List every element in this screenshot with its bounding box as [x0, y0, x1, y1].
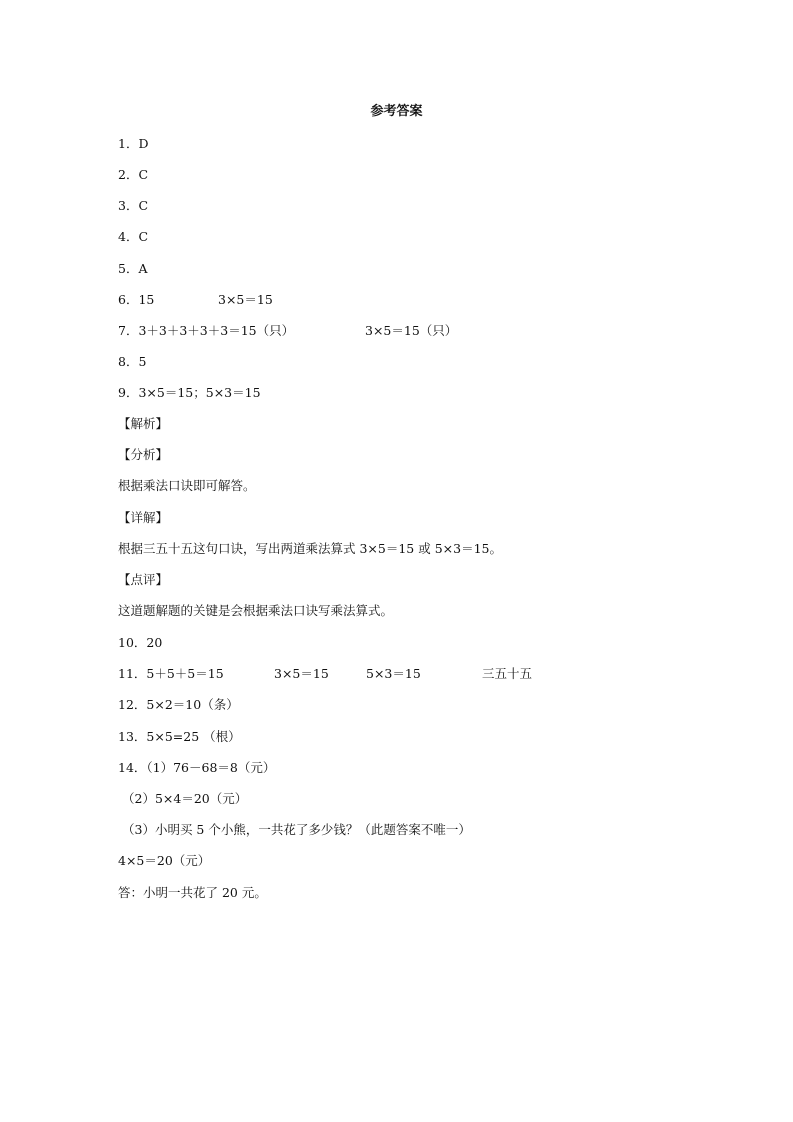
answer-6-value: 6．15 [118, 292, 155, 307]
answer-14-part-3: （3）小明买 5 个小熊，一共花了多少钱？（此题答案不唯一） [122, 822, 471, 837]
answer-2: 2．C [118, 167, 149, 182]
answer-8: 8．5 [118, 354, 147, 369]
answer-10: 10．20 [118, 635, 163, 650]
answer-11-equation-1: 3×5＝15 [274, 666, 329, 681]
answer-13: 13．5×5=25 （根） [118, 729, 241, 744]
answer-6-equation: 3×5＝15 [218, 292, 273, 307]
answer-5: 5．A [118, 261, 148, 276]
answer-14-equation: 4×5＝20（元） [118, 853, 211, 868]
answer-14-conclusion: 答：小明一共花了 20 元。 [118, 885, 267, 900]
section-dianping: 【点评】 [118, 572, 169, 587]
page-title: 参考答案 [370, 104, 423, 119]
answer-11-addition: 11．5＋5＋5＝15 [118, 666, 224, 681]
answer-7-multiplication: 3×5＝15（只） [365, 323, 458, 338]
dianping-text: 这道题解题的关键是会根据乘法口诀写乘法算式。 [118, 603, 394, 618]
answer-11-rhyme: 三五十五 [482, 666, 533, 681]
section-jiexi: 【解析】 [118, 416, 169, 431]
answer-14-part-1: 14．（1）76－68＝8（元） [118, 760, 276, 775]
answer-9: 9．3×5＝15；5×3＝15 [118, 385, 261, 400]
xiangjie-text: 根据三五十五这句口诀，写出两道乘法算式 3×5＝15 或 5×3＝15。 [118, 541, 502, 556]
answer-3: 3．C [118, 198, 149, 213]
answer-4: 4．C [118, 229, 149, 244]
answer-12: 12．5×2＝10（条） [118, 697, 239, 712]
section-xiangjie: 【详解】 [118, 510, 169, 525]
answer-7-addition: 7．3＋3＋3＋3＋3＝15（只） [118, 323, 295, 338]
section-fenxi: 【分析】 [118, 447, 169, 462]
answer-14-part-2: （2）5×4＝20（元） [122, 791, 248, 806]
answer-1: 1．D [118, 136, 149, 151]
fenxi-text: 根据乘法口诀即可解答。 [118, 478, 256, 493]
answer-11-equation-2: 5×3＝15 [366, 666, 421, 681]
